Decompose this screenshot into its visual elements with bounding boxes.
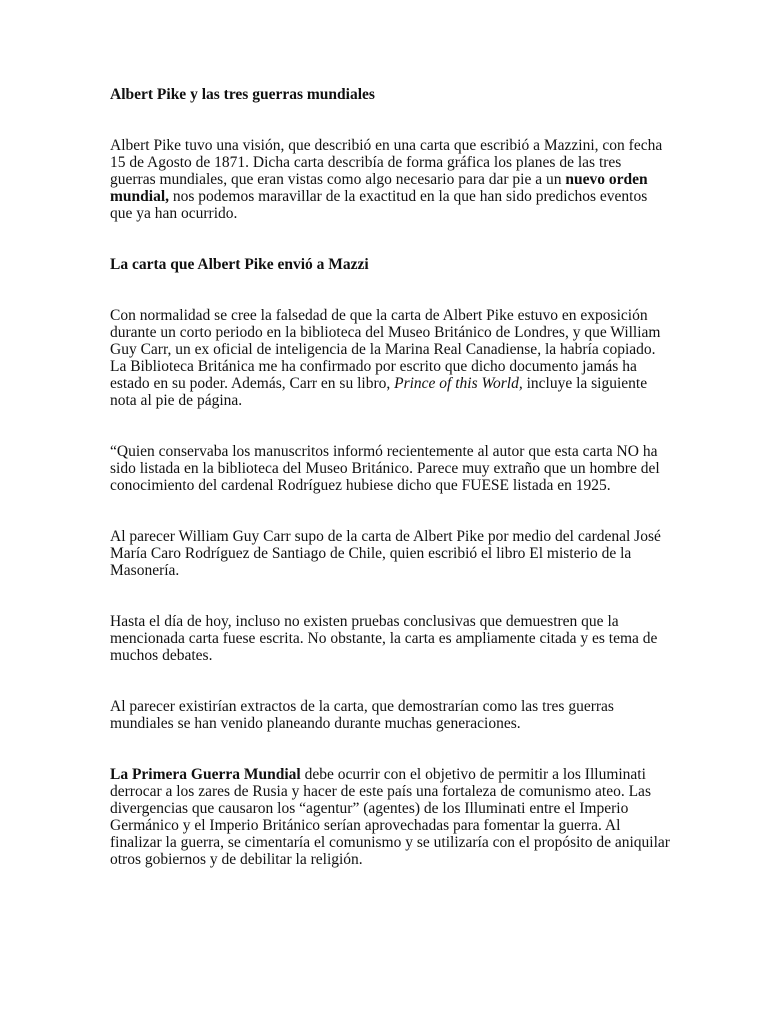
heading-carta-mazzi: La carta que Albert Pike envió a Mazzi (110, 256, 369, 273)
paragraph-pruebas: Hasta el día de hoy, incluso no existen pruebas conclusivas que demuestren que la mencionada carta fuese escrita. No obstante, la carta es ampliamente citada y es tema de muchos debates. (110, 613, 658, 664)
paragraph-vision-text-after: nos podemos maravillar de la exactitud en la que han sido predichos eventos que ya han ocurrido. (110, 188, 648, 222)
paragraph-primera-guerra (110, 766, 670, 868)
paragraph-extractos: Al parecer existirían extractos de la carta, que demostrarían como las tres guerras mundiales se han venido planeando durante muchas generaciones. (110, 698, 614, 732)
paragraph-vision-text-before: Albert Pike tuvo una visión, que describió en una carta que escribió a Mazzini, con fecha 15 de Agosto de 1871. Dicha carta describía de forma gráfica los planes de las tres guerras mundiales, que eran vistas como algo necesario para dar pie a un (110, 137, 663, 188)
paragraph-primera-guerra-text: debe ocurrir con el objetivo de permitir a los Illuminati derrocar a los zares de Rusia y hacer de este país una fortaleza de comunismo ateo. Las divergencias que causaron los “agentur” (agentes) de los Illuminati entre el Imperio Germánico y el Imperio Británico serían aprovechadas para fomentar la guerra. Al finalizar la guerra, se cimentaría el comunismo y se utilizaría con el propósito de aniquilar otros gobiernos y de debilitar la religión. (110, 766, 670, 868)
heading-albert-pike-tres-guerras: Albert Pike y las tres guerras mundiales (110, 86, 375, 103)
paragraph-falsedad-italic-title: Prince of this World, (394, 375, 523, 392)
paragraph-primera-guerra-bold: La Primera Guerra Mundial (110, 766, 301, 783)
paragraph-cita-manuscritos: “Quien conservaba los manuscritos informó recientemente al autor que esta carta NO ha sido listada en la biblioteca del Museo Británico. Parece muy extraño que un hombre del conocimiento del cardenal Rodríguez hubiese dicho que FUESE listada en 1925. (110, 443, 660, 494)
paragraph-falsedad-text-before: Con normalidad se cree la falsedad de que la carta de Albert Pike estuvo en exposición durante un corto periodo en la biblioteca del Museo Británico de Londres, y que William Guy Carr, un ex oficial de inteligencia de la Marina Real Canadiense, la habría copiado. La Biblioteca Británica me ha confirmado por escrito que dicho documento jamás ha estado en su poder. Además, Carr en su libro, (110, 307, 661, 392)
paragraph-falsedad (110, 307, 670, 409)
paragraph-william-guy-carr: Al parecer William Guy Carr supo de la carta de Albert Pike por medio del cardenal José María Caro Rodríguez de Santiago de Chile, quien escribió el libro El misterio de la Masonería. (110, 528, 661, 579)
paragraph-vision (110, 137, 670, 222)
paragraph-falsedad-text-after: incluye la siguiente nota al pie de página. (110, 375, 648, 409)
paragraph-vision-bold: nuevo orden mundial, (110, 171, 648, 205)
document-page (110, 86, 670, 868)
